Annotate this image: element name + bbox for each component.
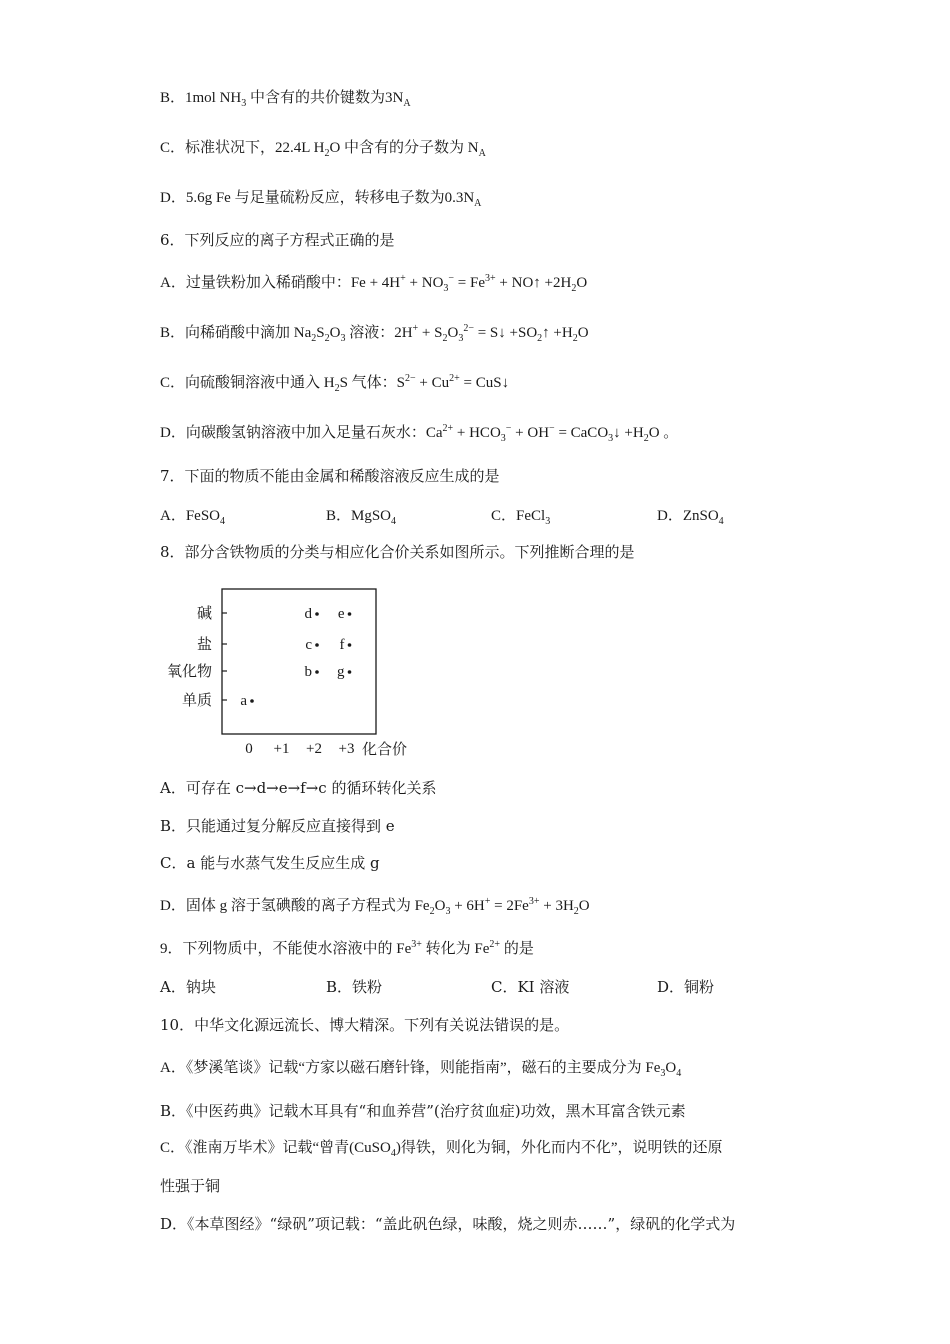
point-label-g: g [337, 664, 345, 680]
sub: 3 [545, 516, 551, 527]
text: + NO↑ +2H [495, 275, 572, 291]
text: + 6H [450, 898, 485, 914]
sup: − [549, 423, 555, 434]
q5-c-text: O 中含有的分子数为 N [329, 140, 479, 156]
q8-option-b: B．只能通过复分解反应直接得到 e [160, 817, 395, 835]
sub: 3 [458, 333, 464, 344]
text: 9．下列物质中，不能使水溶液中的 Fe [160, 941, 412, 957]
text: O [576, 275, 588, 291]
text: S [316, 325, 325, 341]
sup: + [412, 323, 419, 334]
text: O 。 [648, 425, 679, 441]
sub: 4 [391, 516, 397, 527]
text: C．向硫酸铜溶液中通入 H [160, 375, 335, 391]
point-a [250, 699, 254, 703]
sub: 3 [340, 333, 346, 344]
q7-option-d [657, 506, 724, 526]
text: O [578, 898, 590, 914]
point-label-b: b [304, 664, 312, 680]
q10-stem: 10．中华文化源远流长、博大精深。下列有关说法错误的是。 [160, 1016, 570, 1034]
text: )得铁，则化为铜，外化而内不化”，说明铁的还原 [395, 1140, 723, 1156]
sub: 2 [537, 333, 543, 344]
q5-option-c [160, 138, 486, 158]
point-label-c: c [305, 637, 312, 653]
sub: 3 [500, 433, 506, 444]
point-c [315, 643, 319, 647]
q7-stem: 7．下面的物质不能由金属和稀酸溶液反应生成的是 [160, 467, 500, 485]
sub: A [474, 198, 482, 209]
text: 的是 [500, 941, 534, 957]
text: + 3H [539, 898, 574, 914]
text: + S [418, 325, 443, 341]
text: B．向稀硝酸中滴加 Na [160, 325, 312, 341]
sup: + [484, 896, 491, 907]
sup: 3+ [411, 939, 422, 950]
sub: 4 [390, 1148, 396, 1159]
sub: 2 [429, 906, 435, 917]
text: + OH [511, 425, 550, 441]
y-category-label: 单质 [181, 691, 212, 709]
q6-option-d [160, 423, 678, 443]
sup: 3+ [485, 273, 496, 284]
text: ↓ +H [613, 425, 644, 441]
x-tick-label: +3 [338, 741, 355, 757]
point-e [348, 612, 352, 616]
q5-b-text: B．1mol NH [160, 90, 242, 106]
text: B．MgSO [326, 508, 392, 524]
sub: 4 [718, 516, 724, 527]
q5-c-text: C．标准状况下，22.4L H [160, 140, 325, 156]
text: O [329, 325, 341, 341]
point-f [348, 643, 352, 647]
point-label-a: a [240, 693, 247, 709]
sub: 2 [643, 433, 649, 444]
y-category-label: 氧化物 [166, 662, 212, 680]
text: = S↓ +SO [473, 325, 538, 341]
sub: 2 [573, 906, 579, 917]
sup: − [505, 423, 512, 434]
q6-option-b [160, 323, 589, 343]
q9-stem [160, 939, 534, 959]
q9-option-c: C．KI 溶液 [491, 978, 570, 996]
sub: 2 [572, 333, 578, 344]
q6-stem: 6．下列反应的离子方程式正确的是 [160, 231, 395, 249]
text: = CaCO [554, 425, 609, 441]
sup: 2− [405, 373, 416, 384]
text: D．固体 g 溶于氢碘酸的离子方程式为 Fe [160, 898, 430, 914]
sub: 2 [334, 383, 340, 394]
q5-b-text: 中含有的共价键数为3N [246, 90, 404, 106]
text: = Fe [454, 275, 486, 291]
q6-option-c [160, 373, 509, 393]
text: Fe + 4H [350, 275, 401, 291]
sup: 2+ [442, 423, 454, 434]
text: D．向碳酸氢钠溶液中加入足量石灰水：Ca [160, 425, 443, 441]
sup: + [400, 273, 406, 284]
q6-option-a [160, 273, 587, 293]
text: A．过量铁粉加入稀硝酸中： [160, 275, 351, 291]
text: A．FeSO [160, 508, 221, 524]
point-d [315, 612, 319, 616]
point-g [348, 670, 352, 674]
y-category-label: 碱 [196, 604, 212, 622]
text: O [665, 1060, 677, 1076]
sub: 4 [676, 1068, 682, 1079]
sub: 3 [443, 283, 449, 294]
q9-option-a: A．钠块 [160, 978, 216, 996]
text: + Cu [415, 375, 450, 391]
q5-option-d [160, 188, 481, 208]
sub: 2 [442, 333, 448, 344]
sup: 2− [463, 323, 474, 334]
text: S 气体：S [339, 375, 406, 391]
q7-option-a [160, 506, 225, 526]
text: D．ZnSO [657, 508, 719, 524]
text: C．《淮南万毕术》记载“曾青(CuSO [160, 1140, 391, 1156]
sub: 3 [445, 906, 451, 917]
q5-d-text: D．5.6g Fe 与足量硫粉反应，转移电子数为0.3N [160, 190, 475, 206]
chart-frame [222, 589, 376, 734]
text: 转化为 Fe [421, 941, 490, 957]
q10-option-d: D．《本草图经》“绿矾”项记载：“盖此矾色绿，味酸，烧之则赤……”，绿矾的化学式为 [160, 1215, 736, 1233]
text: O [434, 898, 446, 914]
point-b [315, 670, 319, 674]
sub: 2 [324, 148, 330, 159]
q5-option-b [160, 88, 411, 108]
sub: 2 [324, 333, 330, 344]
x-tick-label: 0 [245, 741, 253, 757]
q10-option-b: B．《中医药典》记载木耳具有“和血养营”(治疗贫血症)功效，黑木耳富含铁元素 [160, 1102, 686, 1120]
text: + NO [405, 275, 444, 291]
q10-option-c [160, 1138, 723, 1158]
text: 溶液：2H [345, 325, 413, 341]
q8-stem: 8．部分含铁物质的分类与相应化合价关系如图所示。下列推断合理的是 [160, 543, 635, 561]
text: C．FeCl [491, 508, 546, 524]
x-tick-label: +1 [273, 741, 290, 757]
text: A．《梦溪笔谈》记载“方家以磁石磨针锋，则能指南”，磁石的主要成分为 Fe [160, 1060, 661, 1076]
text: ↑ +H [542, 325, 573, 341]
q7-option-c [491, 506, 550, 526]
sup: 3+ [528, 896, 540, 907]
q10-option-c-cont: 性强于铜 [160, 1177, 221, 1195]
q10-option-a [160, 1058, 681, 1078]
sup: − [448, 273, 455, 284]
point-label-e: e [337, 606, 345, 622]
text: = 2Fe [490, 898, 529, 914]
sup: 2+ [449, 373, 460, 384]
point-label-d: d [304, 606, 312, 622]
text: O [447, 325, 459, 341]
q8-option-c: C．a 能与水蒸气发生反应生成 g [160, 854, 380, 872]
sub: 3 [608, 433, 614, 444]
text: = CuS↓ [459, 375, 510, 391]
y-category-label: 盐 [196, 635, 212, 653]
sub: 3 [241, 98, 247, 109]
sup: 2+ [489, 939, 501, 950]
x-axis-label: 化合价 [362, 740, 408, 758]
sub: 2 [311, 333, 317, 344]
text: O [577, 325, 589, 341]
text: + HCO [453, 425, 501, 441]
q8-option-a: A．可存在 c→d→e→f→c 的循环转化关系 [160, 779, 437, 797]
sub: 3 [660, 1068, 666, 1079]
q7-option-b [326, 506, 396, 526]
x-tick-label: +2 [306, 741, 322, 757]
sub: A [478, 148, 486, 159]
sub: 2 [571, 283, 577, 294]
q8-option-d [160, 896, 590, 916]
sub: 4 [220, 516, 226, 527]
sub: A [403, 98, 411, 109]
point-label-f: f [339, 637, 345, 653]
valence-chart [158, 588, 428, 763]
q9-option-b: B．铁粉 [326, 978, 383, 996]
q9-option-d: D．铜粉 [657, 978, 715, 996]
